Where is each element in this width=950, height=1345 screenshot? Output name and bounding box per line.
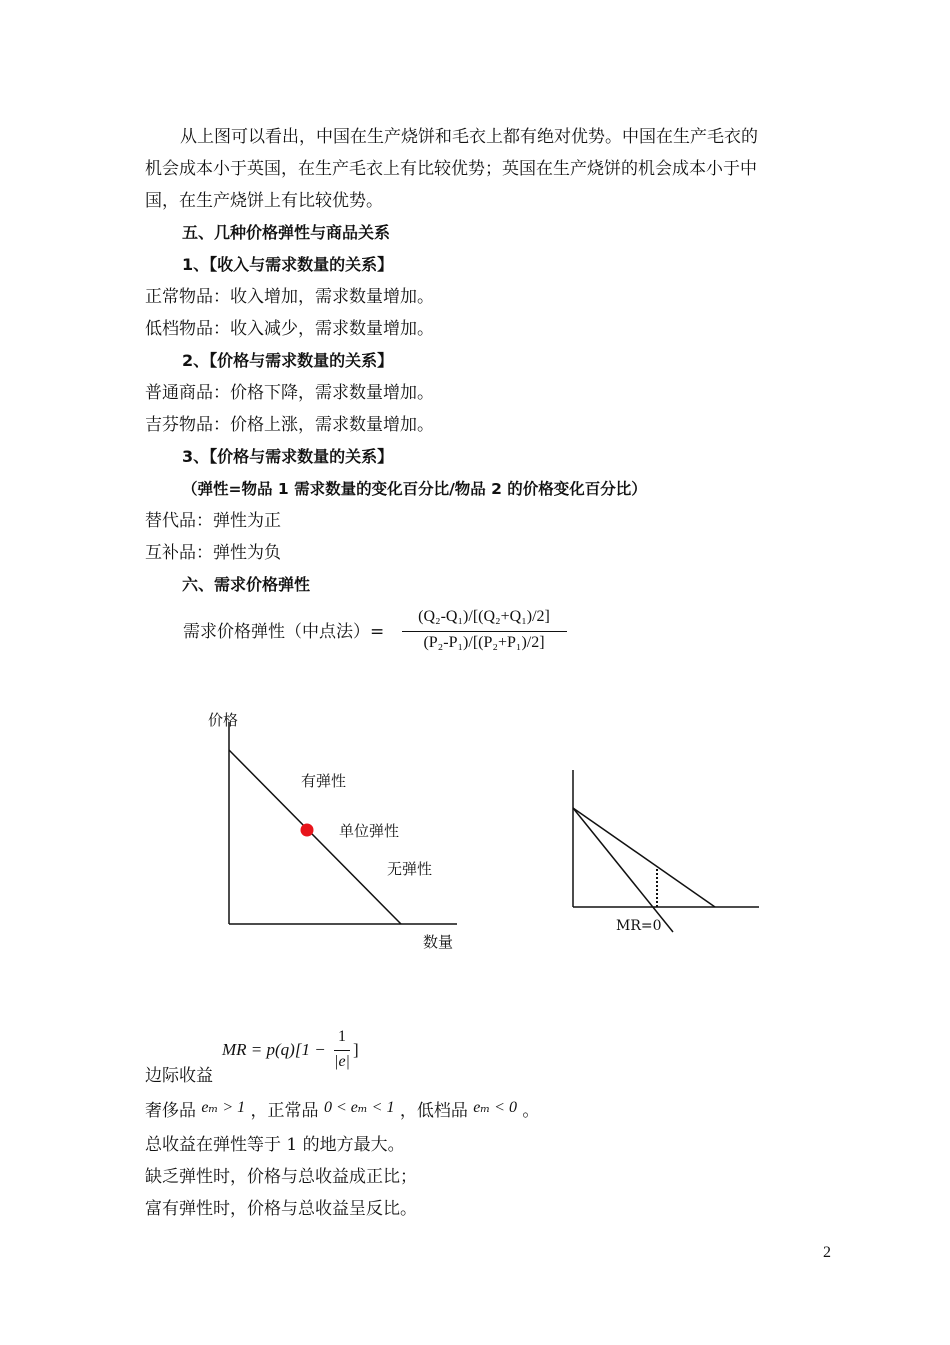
sub3-note: （弹性=物品 1 需求数量的变化百分比/物品 2 的价格变化百分比） [182,480,647,498]
x-axis-label: 数量 [423,933,454,951]
goods-classification-line [145,1099,539,1124]
region-unit-label: 单位弹性 [339,822,400,840]
midpoint-numerator: (Q₂-Q₁)/[(Q₂+Q₁)/2] [418,608,550,625]
sub3-line-1: 替代品：弹性为正 [145,511,281,531]
mr-zero-label: MR=0 [616,918,662,934]
mr-formula-lhs: MR = p(q)[1 − [222,1040,326,1059]
mr-formula-label: 边际收益 [145,1066,213,1086]
mr-formula-close: ] [353,1040,359,1059]
sub2-heading: 2、【价格与需求数量的关系】 [182,351,394,370]
demand-curve [573,808,715,907]
intro-line-3: 国，在生产烧饼上有比较优势。 [145,191,383,211]
sub3-heading: 3、【价格与需求数量的关系】 [182,447,394,466]
midpoint-fraction-bar [402,631,567,632]
normal-label: ，正常品 [250,1101,319,1121]
sub2-line-2: 吉芬物品：价格上涨，需求数量增加。 [145,415,434,435]
marginal-revenue-diagram [560,765,780,945]
luxury-expr: eₘ > 1 [201,1099,246,1116]
intro-line-2: 机会成本小于英国，在生产毛衣上有比较优势；英国在生产烧饼的机会成本小于中 [145,159,757,179]
sub2-line-1: 普通商品：价格下降，需求数量增加。 [145,383,434,403]
sub1-line-1: 正常物品：收入增加，需求数量增加。 [145,287,434,307]
inferior-label: ，低档品 [399,1101,468,1121]
mr-formula-fraction-bar [334,1050,350,1051]
region-elastic-label: 有弹性 [301,772,347,790]
sub1-line-2: 低档物品：收入减少，需求数量增加。 [145,319,434,339]
region-inelastic-label: 无弹性 [387,860,433,878]
luxury-label: 奢侈品 [145,1101,196,1121]
sub3-line-2: 互补品：弹性为负 [145,543,281,563]
inferior-expr: eₘ < 0 [473,1099,517,1116]
y-axis-label: 价格 [208,711,239,729]
sub1-heading: 1、【收入与需求数量的关系】 [182,255,394,274]
unit-elasticity-point [301,824,314,837]
elasticity-demand-diagram [195,700,485,960]
section6-heading: 六、需求价格弹性 [182,575,311,594]
page-number: 2 [823,1244,831,1261]
midpoint-label: 需求价格弹性（中点法）= [183,622,385,642]
section5-heading: 五、几种价格弹性与商品关系 [182,223,391,242]
normal-expr: 0 < eₘ < 1 [323,1099,395,1116]
intro-line-1: 从上图可以看出，中国在生产烧饼和毛衣上都有绝对优势。中国在生产毛衣的 [180,127,758,147]
midpoint-denominator: (P₂-P₁)/[(P₂+P₁)/2] [423,634,545,651]
mr-formula-numerator: 1 [338,1028,346,1045]
closing-line-3: 富有弹性时，价格与总收益呈反比。 [145,1199,417,1219]
closing-line-2: 缺乏弹性时，价格与总收益成正比； [145,1167,417,1187]
closing-line-1: 总收益在弹性等于 1 的地方最大。 [145,1135,405,1155]
mr-formula-denominator: |e| [334,1053,350,1070]
goods-line-end: 。 [522,1101,540,1121]
